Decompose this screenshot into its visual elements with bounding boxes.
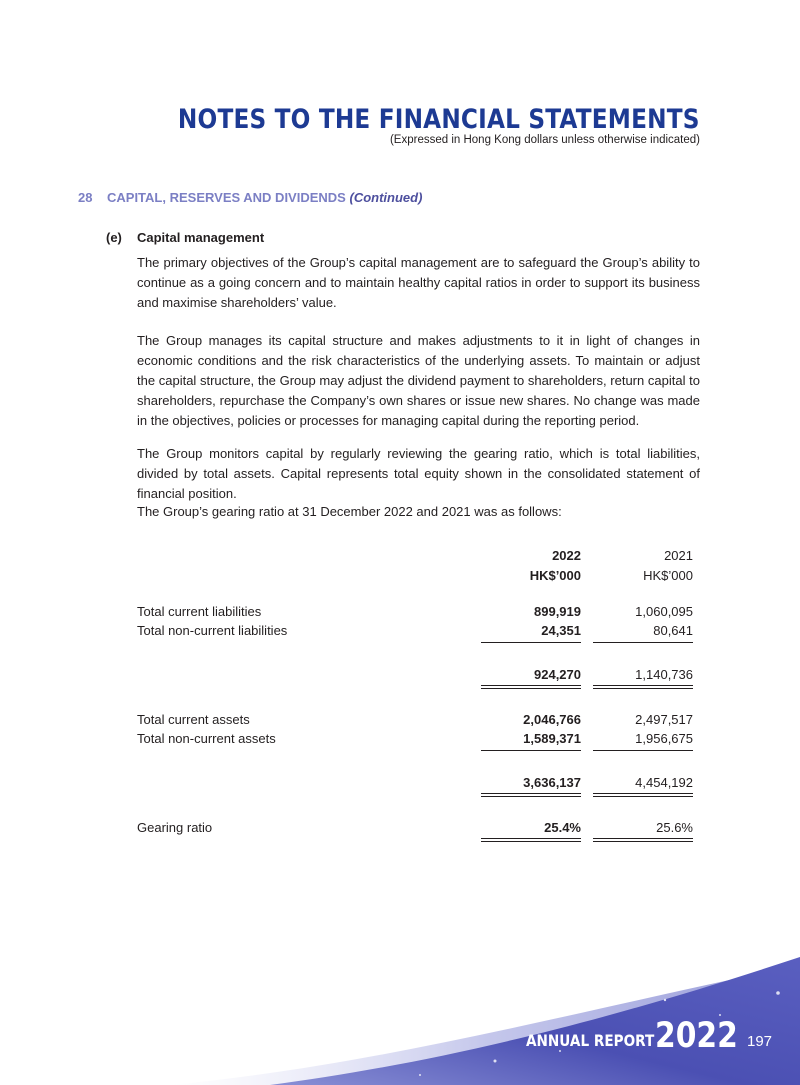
section-continued: (Continued) — [349, 190, 423, 205]
table-row — [137, 774, 700, 793]
row-value-2022: 924,270 — [534, 667, 581, 682]
annual-report-label: ANNUAL REPORT — [526, 1031, 655, 1050]
row-label: Total current liabilities — [137, 604, 262, 619]
subsection-title: Capital management — [137, 230, 265, 245]
row-value-2022: 24,351 — [541, 623, 581, 638]
total-rule-2021 — [593, 685, 693, 689]
row-label: Total non-current liabilities — [137, 623, 288, 638]
total-rule-2021 — [593, 793, 693, 797]
table-row — [137, 730, 700, 749]
paragraph-monitoring: The Group monitors capital by regularly reviewing the gearing ratio, which is total liabilities, divided by total assets. Capital represents total equity shown in the consolidated statement of financial position. — [137, 446, 700, 501]
row-value-2022: 899,919 — [534, 604, 581, 619]
unit-2022: HK$’000 — [529, 568, 581, 583]
ratio-rule-2021 — [593, 838, 693, 842]
table-row — [137, 819, 700, 838]
subsection-label: (e) — [106, 230, 122, 245]
table-row — [137, 603, 700, 622]
header-2021: 2021 — [664, 548, 693, 563]
section-number: 28 — [78, 190, 93, 205]
subtotal-rule-2022 — [481, 750, 581, 751]
row-value-2022: 25.4% — [544, 820, 581, 835]
section-heading — [78, 190, 422, 205]
row-value-2021: 1,060,095 — [635, 604, 693, 619]
row-label: Total current assets — [137, 712, 250, 727]
table-header-year — [137, 547, 700, 566]
total-rule-2022 — [481, 793, 581, 797]
row-label: Total non-current assets — [137, 731, 276, 746]
row-value-2022: 1,589,371 — [523, 731, 581, 746]
row-value-2021: 1,956,675 — [635, 731, 693, 746]
header-2022: 2022 — [552, 548, 581, 563]
row-value-2021: 80,641 — [653, 623, 693, 638]
row-value-2022: 3,636,137 — [523, 775, 581, 790]
table-header-unit — [137, 567, 700, 586]
table-row — [137, 711, 700, 730]
paragraph-gearing-intro: The Group’s gearing ratio at 31 December 2022 and 2021 was as follows: — [137, 504, 562, 519]
row-value-2021: 25.6% — [656, 820, 693, 835]
total-rule-2022 — [481, 685, 581, 689]
row-value-2021: 4,454,192 — [635, 775, 693, 790]
page-number: 197 — [747, 1033, 773, 1050]
subsection-heading — [106, 230, 264, 245]
paragraph-objectives: The primary objectives of the Group’s capital management are to safeguard the Group’s ability to continue as a going concern and to maintain healthy capital ratios in order to support its business and maximise shareholders’ value. — [137, 255, 700, 310]
subtotal-rule-2021 — [593, 750, 693, 751]
row-value-2021: 2,497,517 — [635, 712, 693, 727]
row-label: Gearing ratio — [137, 820, 213, 835]
table-row — [137, 666, 700, 685]
row-value-2021: 1,140,736 — [635, 667, 693, 682]
paragraph-structure: The Group manages its capital structure and makes adjustments to it in light of changes in economic conditions and the risk characteristics of the underlying assets. To maintain or adjust the capital structure, the Group may adjust the dividend payment to shareholders, return capital to shareholders, repurchase the Company’s own shares or issue new shares. No change was made in the objectives, policies or processes for managing capital during the reporting period. — [137, 333, 700, 428]
page-subtitle: (Expressed in Hong Kong dollars unless otherwise indicated) — [389, 134, 700, 146]
table-row — [137, 622, 700, 641]
unit-2021: HK$’000 — [643, 568, 693, 583]
section-title: CAPITAL, RESERVES AND DIVIDENDS — [107, 190, 346, 205]
report-year: 2022 — [655, 1016, 738, 1056]
subtotal-rule-2021 — [593, 642, 693, 643]
page-title: NOTES TO THE FINANCIAL STATEMENTS — [178, 104, 700, 135]
ratio-rule-2022 — [481, 838, 581, 842]
row-value-2022: 2,046,766 — [523, 712, 581, 727]
subtotal-rule-2022 — [481, 642, 581, 643]
